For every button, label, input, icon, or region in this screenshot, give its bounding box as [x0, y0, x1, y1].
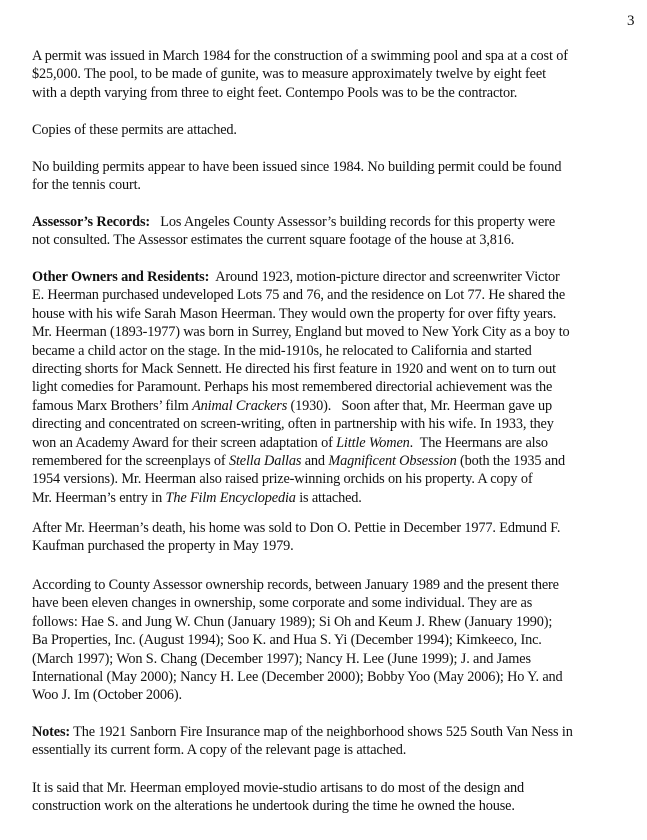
- text-run: won an Academy Award for their screen adaptation of: [32, 434, 337, 451]
- text-line: A permit was issued in March 1984 for the construction of a swimming pool and spa at a cost of: [32, 48, 568, 64]
- text-line: house with his wife Sarah Mason Heerman. They would own the property for over fifty years.: [32, 305, 557, 322]
- text-run: is attached.: [295, 489, 362, 506]
- paragraph-notes: [32, 723, 632, 760]
- text-line: No building permits appear to have been issued since 1984. No building permit could be found: [32, 159, 562, 175]
- text-run: . The Heermans are also: [409, 434, 548, 451]
- text-run: remembered for the screenplays of: [32, 453, 229, 470]
- film-title: Little Women: [336, 434, 410, 451]
- text-run: (1930). Soon after that, Mr. Heerman gave up: [287, 397, 553, 414]
- text-line: not consulted. The Assessor estimates the current square footage of the house at 3,816.: [32, 232, 515, 249]
- text-line: [32, 213, 632, 231]
- paragraph-copies: [32, 121, 632, 139]
- book-title: The Film Encyclopedia: [165, 489, 296, 506]
- text-line: have been eleven changes in ownership, some corporate and some individual. They are as: [32, 595, 533, 612]
- film-title: Stella Dallas: [228, 453, 302, 470]
- paragraph-assessor-records: [32, 213, 632, 250]
- text-line: [32, 434, 632, 452]
- section-heading-assessor: Assessor’s Records:: [32, 214, 150, 230]
- text-line: construction work on the alterations he undertook during the time he owned the house.: [32, 798, 515, 815]
- section-heading-notes: Notes:: [32, 724, 71, 740]
- text-line: It is said that Mr. Heerman employed movie-studio artisans to do most of the design and: [32, 780, 525, 796]
- text-line: directing shorts for Mack Sennett. He directed his first feature in 1920 and went on to turn out: [32, 361, 556, 378]
- text-line: Kaufman purchased the property in May 1979.: [32, 538, 294, 555]
- text-run: (both the 1935 and: [456, 453, 565, 470]
- section-heading-owners: Other Owners and Residents:: [32, 269, 210, 285]
- film-title: Animal Crackers: [192, 397, 288, 414]
- text-line: (March 1997); Won S. Chang (December 1997); Nancy H. Lee (June 1999); J. and James: [32, 650, 531, 667]
- text-line: light comedies for Paramount. Perhaps his most remembered directorial achievement was the: [32, 379, 553, 396]
- page-number: 3: [627, 13, 635, 29]
- text-line: with a depth varying from three to eight feet. Contempo Pools was to be the contractor.: [32, 84, 518, 101]
- text-line: $25,000. The pool, to be made of gunite, was to measure approximately twelve by eight feet: [32, 66, 546, 83]
- text-line: essentially its current form. A copy of the relevant page is attached.: [32, 742, 407, 759]
- text-line: [32, 397, 632, 415]
- text-line: 1954 versions). Mr. Heerman also raised prize-winning orchids on his property. A copy of: [32, 471, 533, 488]
- text-line: [32, 489, 632, 507]
- text-line: [32, 268, 632, 286]
- text-line: [32, 723, 632, 741]
- text-line: became a child actor on the stage. In the mid-1910s, he relocated to California and started: [32, 342, 532, 359]
- text-line: According to County Assessor ownership records, between January 1989 and the present there: [32, 577, 559, 593]
- text-line: International (May 2000); Nancy H. Lee (December 2000); Bobby Yoo (May 2006); Ho Y. and: [32, 669, 563, 686]
- text-line: for the tennis court.: [32, 177, 141, 194]
- paragraph-other-owners: [32, 268, 632, 507]
- text-line: directing and concentrated on screen-writing, often in partnership with his wife. In 1933, they: [32, 416, 554, 433]
- text-line: Woo J. Im (October 2006).: [32, 687, 182, 704]
- text-line: [32, 452, 632, 470]
- text-line: E. Heerman purchased undeveloped Lots 75 and 76, and the residence on Lot 77. He shared the: [32, 287, 566, 304]
- text-run: Los Angeles County Assessor’s building records for this property were: [149, 214, 556, 230]
- text-line: Ba Properties, Inc. (August 1994); Soo K. and Hua S. Yi (December 1994); Kimkeeco, Inc.: [32, 632, 542, 649]
- paragraph-ownership-records: [32, 576, 632, 705]
- text-run: The 1921 Sanborn Fire Insurance map of the neighborhood shows 525 South Van Ness in: [70, 724, 573, 740]
- text-line: After Mr. Heerman’s death, his home was sold to Don O. Pettie in December 1977. Edmund F.: [32, 520, 561, 536]
- text-line: Copies of these permits are attached.: [32, 122, 237, 138]
- text-run: Around 1923, motion-picture director and screenwriter Victor: [209, 269, 560, 285]
- text-run: Mr. Heerman’s entry in: [32, 489, 166, 506]
- paragraph-after-death: [32, 519, 632, 556]
- paragraph-no-permits: [32, 158, 632, 195]
- film-title: Magnificent Obsession: [328, 453, 457, 470]
- paragraph-artisans: [32, 779, 632, 816]
- text-line: follows: Hae S. and Jung W. Chun (January 1989); Si Oh and Keum J. Rhew (January 1990);: [32, 613, 553, 630]
- text-line: Mr. Heerman (1893-1977) was born in Surrey, England but moved to New York City as a boy to: [32, 324, 570, 341]
- paragraph-pool-permit: [32, 47, 632, 102]
- text-run: famous Marx Brothers’ film: [32, 397, 193, 414]
- text-run: and: [301, 453, 329, 470]
